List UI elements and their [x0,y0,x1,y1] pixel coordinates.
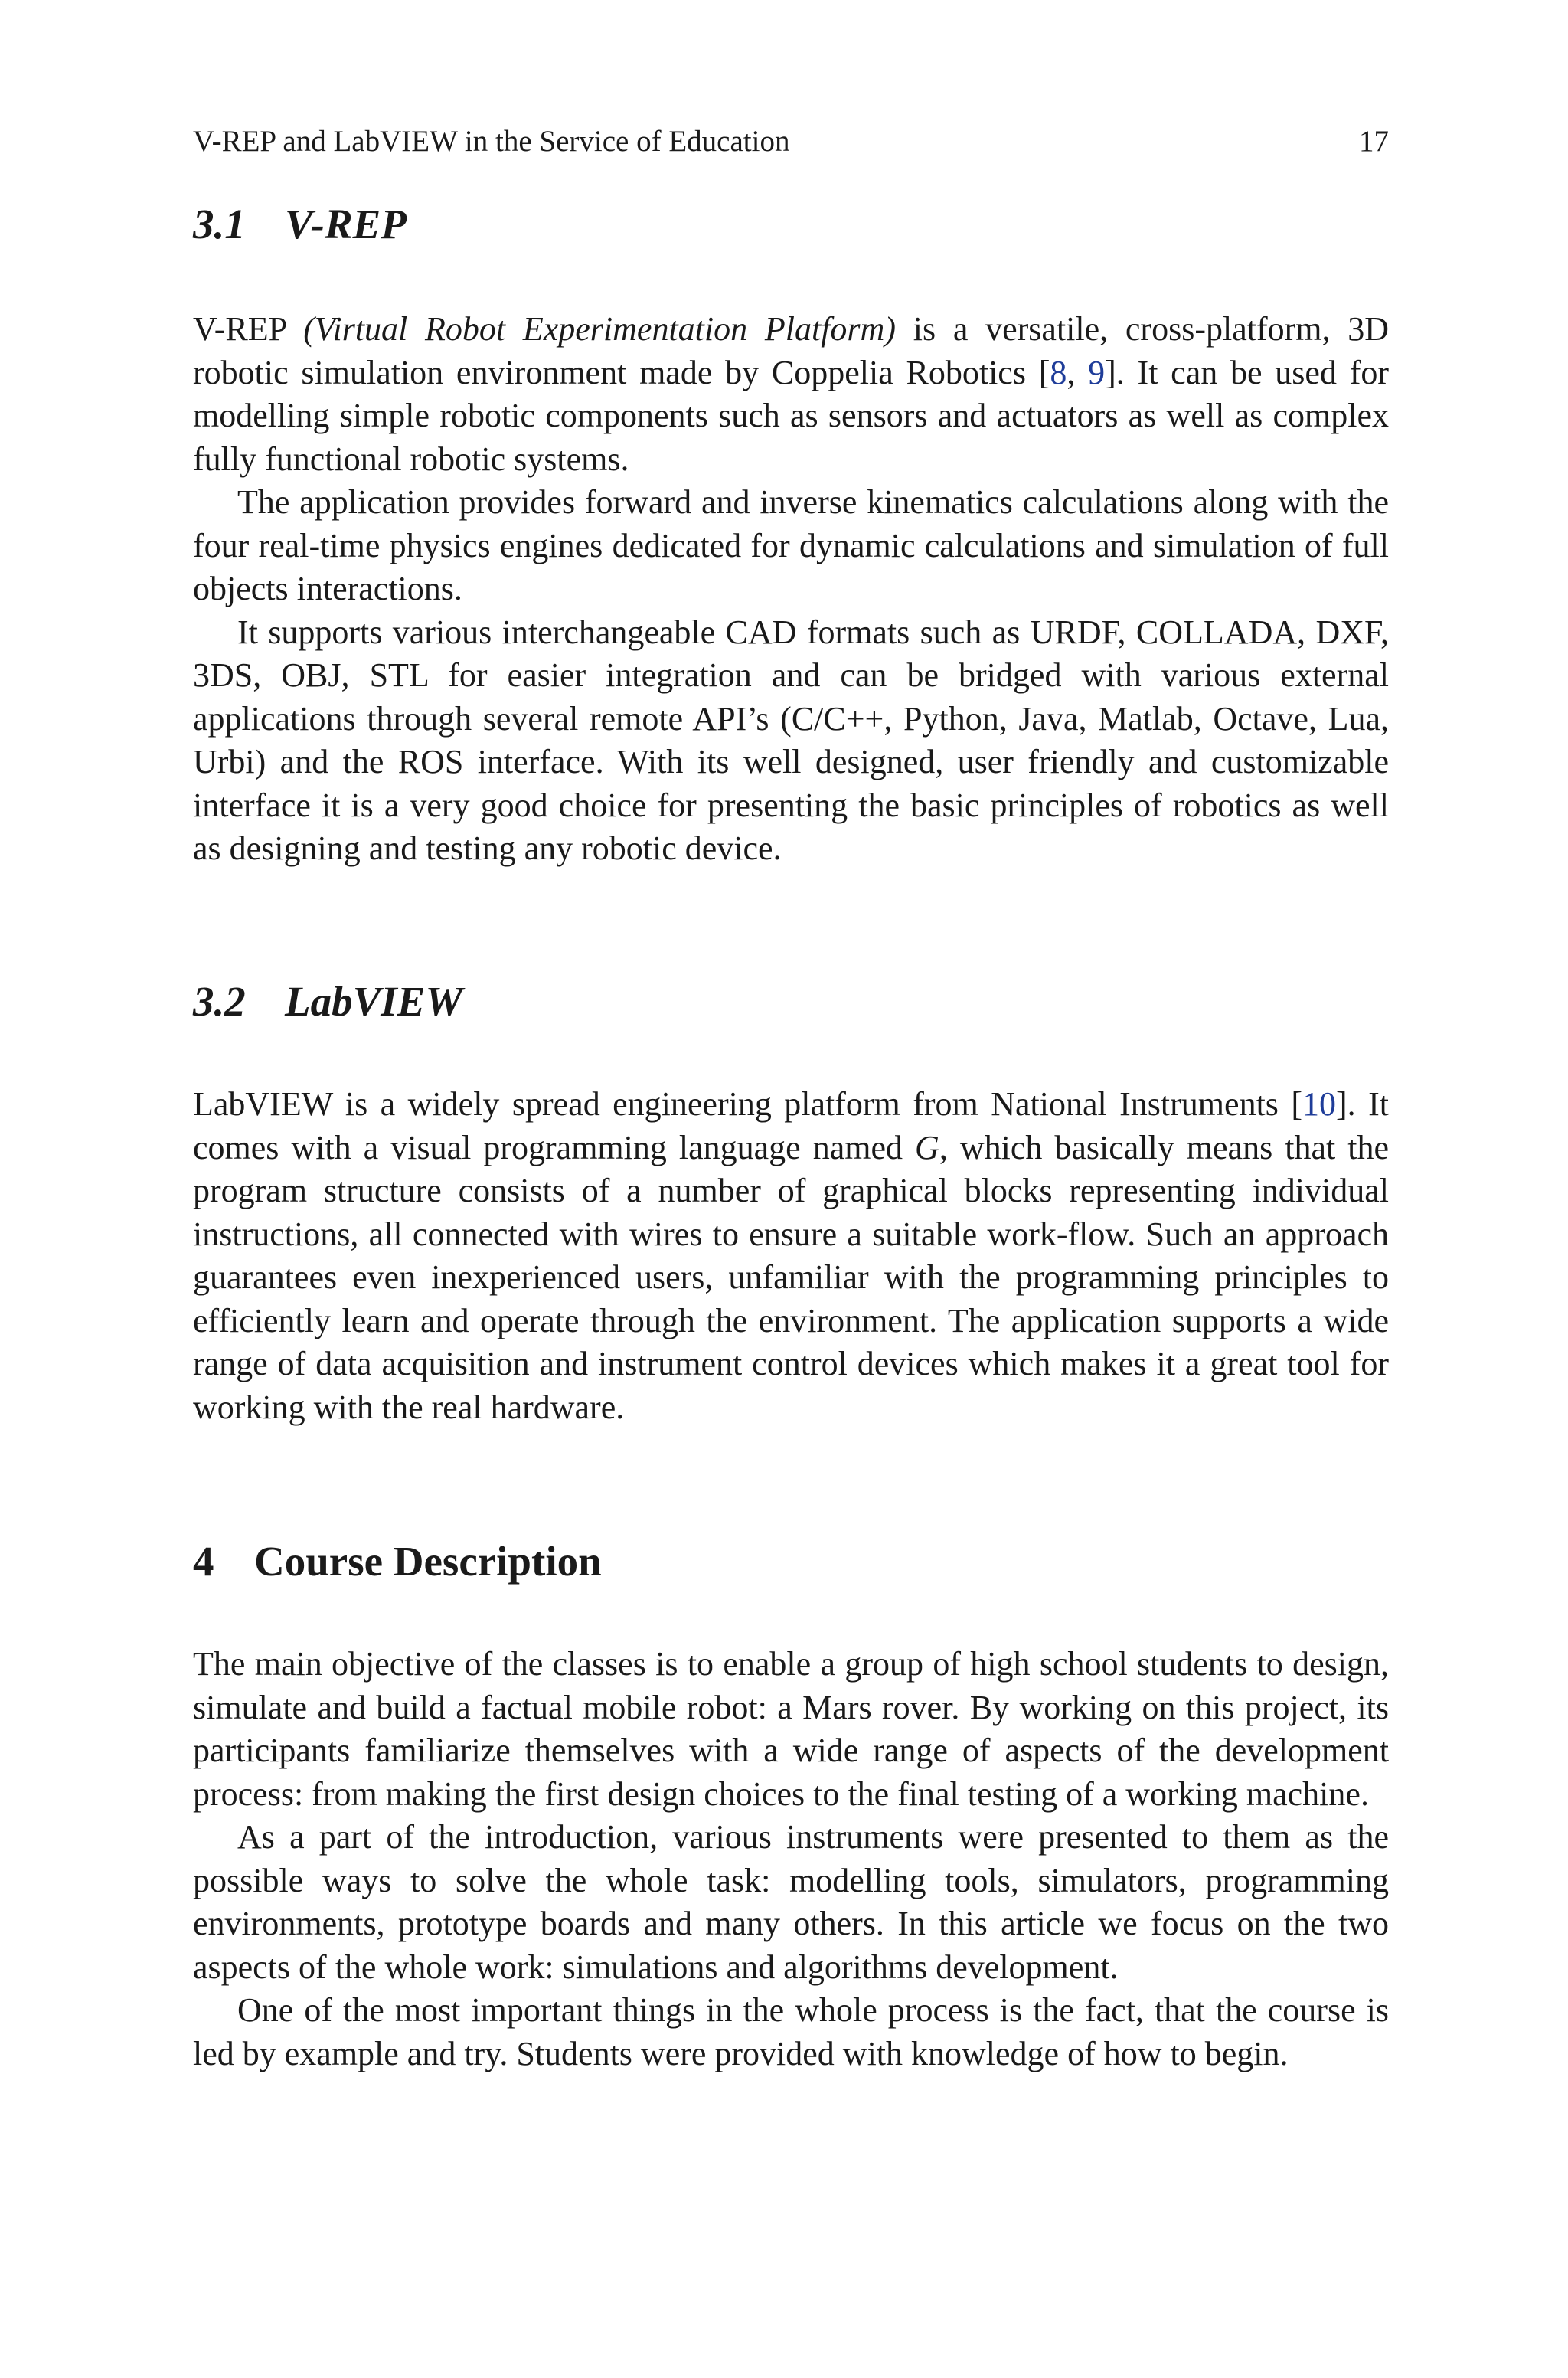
section-3-2-body [193,1083,1389,1429]
section-number: 3.2 [193,978,246,1025]
paragraph: It supports various interchangeable CAD formats such as URDF, COLLADA, DXF, 3DS, OBJ, STL for easier integration and can be bridged with various external applications through several remote API’s (C/C++, Python, Java, Matlab, Octave, Lua, Urbi) and the ROS interface. With its well designed, user friendly and customizable interface it is a very good choice for presenting the basic principles of robotics as well as designing and testing any robotic device. [193,613,1389,867]
italic-term: G [915,1128,939,1166]
section-title: LabVIEW [285,978,463,1025]
section-number: 3.1 [193,201,246,247]
paragraph: V-REP (Virtual Robot Experimentation Platform) is a versatile, cross-platform, 3D robotic simulation environment made by Coppelia Robotics [8, 9]. It can be used for modelling simple robotic components such as sensors and actuators as well as complex fully functional robotic systems. [193,310,1390,478]
section-heading-3-2 [193,975,462,1029]
section-3-1-body [193,308,1389,871]
paragraph: The main objective of the classes is to enable a group of high school students to design, simulate and build a factual mobile robot: a Mars rover. By working on this project, its participants familiarize themselves with a wide range of aspects of the development process: from making the first design choices to the final testing of a working machine. [193,1645,1389,1813]
paragraph: One of the most important things in the whole process is the fact, that the course is led by example and try. Students were provided with knowledge of how to begin. [193,1991,1389,2072]
section-title: V-REP [285,201,407,247]
running-title: V-REP and LabVIEW in the Service of Education [193,125,790,158]
page-number: 17 [1359,125,1389,158]
citation-link[interactable]: 8 [1050,353,1067,391]
section-number: 4 [193,1538,214,1585]
italic-term: (Virtual Robot Experimentation Platform) [303,310,896,348]
running-head [193,123,1389,161]
citation-link[interactable]: 10 [1302,1085,1337,1123]
section-heading-4 [193,1535,602,1588]
paragraph: LabVIEW is a widely spread engineering platform from National Instruments [10]. It comes with a visual programming language named G, which basically means that the program structure consists of a number of graphical blocks representing individual instructions, all connected with wires to ensure a suitable work-flow. Such an approach guarantees even inexperienced users, unfamiliar with the programming principles to efficiently learn and operate through the environment. The application supports a wide range of data acquisition and instrument control devices which makes it a great tool for working with the real hardware. [193,1085,1389,1426]
paragraph: The application provides forward and inverse kinematics calculations along with the four real-time physics engines dedicated for dynamic calculations and simulation of full objects interactions. [193,483,1389,607]
section-4-body [193,1643,1389,2075]
paragraph: As a part of the introduction, various instruments were presented to them as the possible ways to solve the whole task: modelling tools, simulators, programming environments, prototype boards and many others. In this article we focus on the two aspects of the whole work: simulations and algorithms development. [193,1818,1389,1986]
section-title: Course Description [254,1538,602,1585]
citation-link[interactable]: 9 [1088,353,1106,391]
section-heading-3-1 [193,198,407,251]
